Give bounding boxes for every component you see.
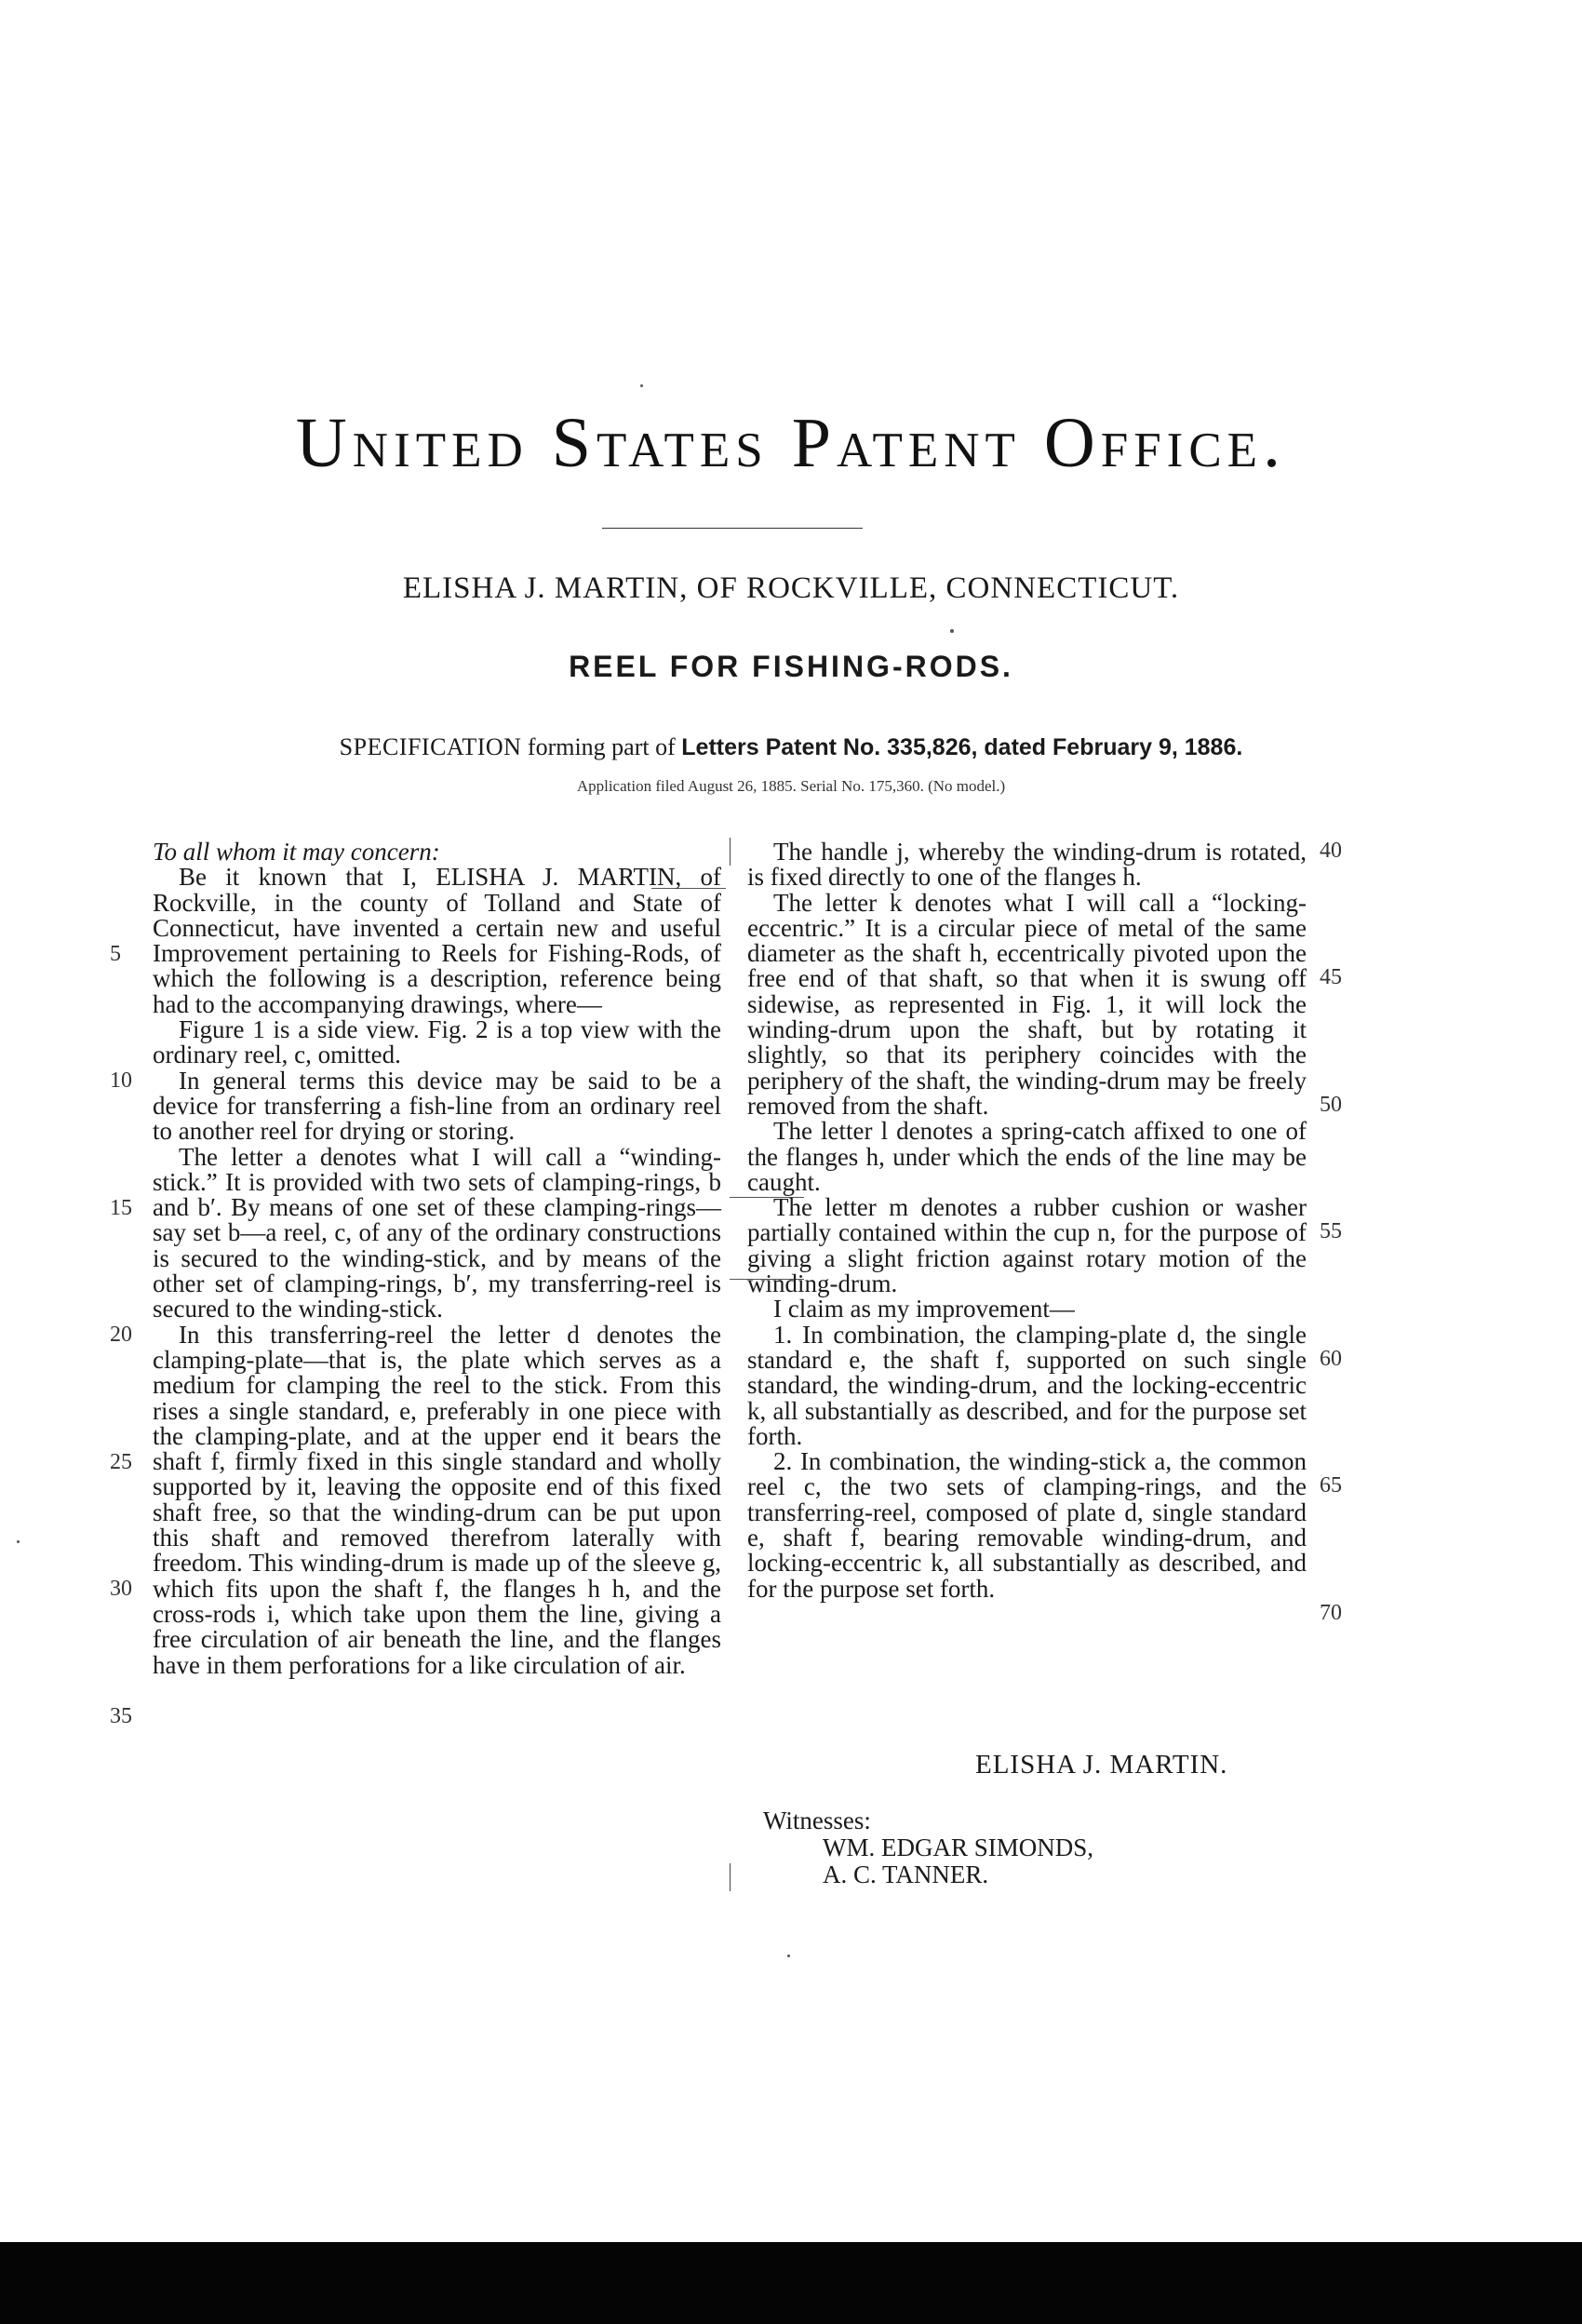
- witness-name: A. C. TANNER.: [823, 1861, 989, 1888]
- line-number: 55: [1320, 1219, 1342, 1243]
- left-column: [153, 840, 721, 1678]
- paragraph: The letter l denotes a spring-catch affixed to one of the flanges h, under which the ends of the line may be caught.: [747, 1117, 1307, 1196]
- invention-title: REEL FOR FISHING-RODS.: [569, 650, 1013, 683]
- line-number: 30: [110, 1577, 132, 1601]
- specification-line: [0, 735, 1582, 759]
- salutation: To all whom it may concern:: [153, 838, 440, 866]
- scan-bottom-band: [0, 2242, 1582, 2324]
- paragraph: In general terms this device may be said to be a device for transferring a fish-line from an ordinary reel to another reel for drying or storing.: [153, 1066, 721, 1146]
- column-divider: [730, 1863, 731, 1891]
- line-number: 5: [110, 942, 121, 966]
- line-number: 20: [110, 1323, 132, 1347]
- office-title: United States Patent Office.: [295, 404, 1287, 482]
- spec-mid: forming part of: [521, 733, 682, 760]
- column-divider: [730, 838, 731, 866]
- line-number: 10: [110, 1068, 132, 1093]
- scan-speck: [17, 1540, 20, 1543]
- line-number: 35: [110, 1704, 132, 1728]
- paragraph: Be it known that I, ELISHA J. MARTIN, of Rockville, in the county of Tolland and State of Connecticut, have invented a certain new and useful Improvement pertaining to Reels for Fishing-Rods, of which the following is a description, reference being had to the accompanying drawings, where—: [153, 863, 721, 1018]
- application-line: Application filed August 26, 1885. Serial No. 175,360. (No model.): [576, 777, 1006, 795]
- line-number: 50: [1320, 1093, 1342, 1117]
- paragraph: The letter a denotes what I will call a “winding-stick.” It is provided with two sets of clamping-rings, b and b′. By means of one set of these clamping-rings—say set b—a reel, c, of any of the ordinary constructions is secured to the winding-stick, and by means of the other set of clamping-rings, b′, my transferring-reel is secured to the winding-stick.: [153, 1142, 721, 1323]
- paragraph: The letter m denotes a rubber cushion or washer partially contained within the cup n, for the purpose of giving a slight friction against rotary motion of the winding-drum.: [747, 1193, 1307, 1298]
- scan-speck: [950, 629, 954, 633]
- claims-intro: I claim as my improvement—: [773, 1295, 1075, 1323]
- paragraph: In this transferring-reel the letter d denotes the clamping-plate—that is, the plate which serves as a medium for clamping the reel to the stick. From this rises a single standard, e, preferably in one piece with the clamping-plate, and at the upper end it bears the shaft f, firmly fixed in this single standard and wholly supported by it, leaving the opposite end of this fixed shaft free, so that the winding-drum can be put upon this shaft and removed therefrom laterally with freedom. This winding-drum is made up of the sleeve g, which fits upon the shaft f, the flanges h h, and the cross-rods i, which take upon them the line, giving a free circulation of air beneath the line, and the flanges have in them perforations for a like circulation of air.: [153, 1320, 721, 1679]
- paragraph: Figure 1 is a side view. Fig. 2 is a top view with the ordinary reel, c, omitted.: [153, 1015, 721, 1069]
- line-number: 25: [110, 1450, 132, 1474]
- line-number: 15: [110, 1196, 132, 1220]
- inventor-signature: ELISHA J. MARTIN.: [975, 1750, 1228, 1780]
- line-number: 70: [1320, 1601, 1342, 1625]
- inventor-line: ELISHA J. MARTIN, OF ROCKVILLE, CONNECTICUT.: [402, 571, 1180, 605]
- spec-prefix: SPECIFICATION: [339, 733, 522, 760]
- right-column: [747, 840, 1307, 1602]
- line-number: 40: [1320, 839, 1342, 863]
- witnesses-label: Witnesses:: [763, 1807, 871, 1834]
- witness-name: WM. EDGAR SIMONDS,: [823, 1834, 1094, 1861]
- claim: 2. In combination, the winding-stick a, the common reel c, the two sets of clamping-rings, and the transferring-reel, composed of plate d, single standard e, shaft f, bearing removable winding-drum, and locking-eccentric k, all substantially as described, and for the purpose set forth.: [747, 1447, 1307, 1603]
- line-number: 65: [1320, 1473, 1342, 1498]
- claim: 1. In combination, the clamping-plate d, the single standard e, the shaft f, supported on such single standard, the winding-drum, and the locking-eccentric k, all substantially as described, and for the purpose set forth.: [747, 1320, 1307, 1450]
- spec-letters: Letters Patent No. 335,826, dated February 9, 1886.: [681, 734, 1243, 760]
- scan-speck: [640, 384, 643, 387]
- paragraph: The handle j, whereby the winding-drum is rotated, is fixed directly to one of the flanges h.: [747, 838, 1307, 892]
- line-number: 60: [1320, 1347, 1342, 1371]
- line-number: 45: [1320, 965, 1342, 989]
- paragraph: The letter k denotes what I will call a “locking-eccentric.” It is a circular piece of metal of the same diameter as the shaft h, eccentrically pivoted upon the free end of that shaft, so that when it is swung off sidewise, as represented in Fig. 1, it will lock the winding-drum upon the shaft, but by rotating it slightly, so that its periphery coincides with the periphery of the shaft, the winding-drum may be freely removed from the shaft.: [747, 888, 1307, 1120]
- header-divider: [602, 528, 863, 529]
- scan-speck: [787, 1955, 790, 1957]
